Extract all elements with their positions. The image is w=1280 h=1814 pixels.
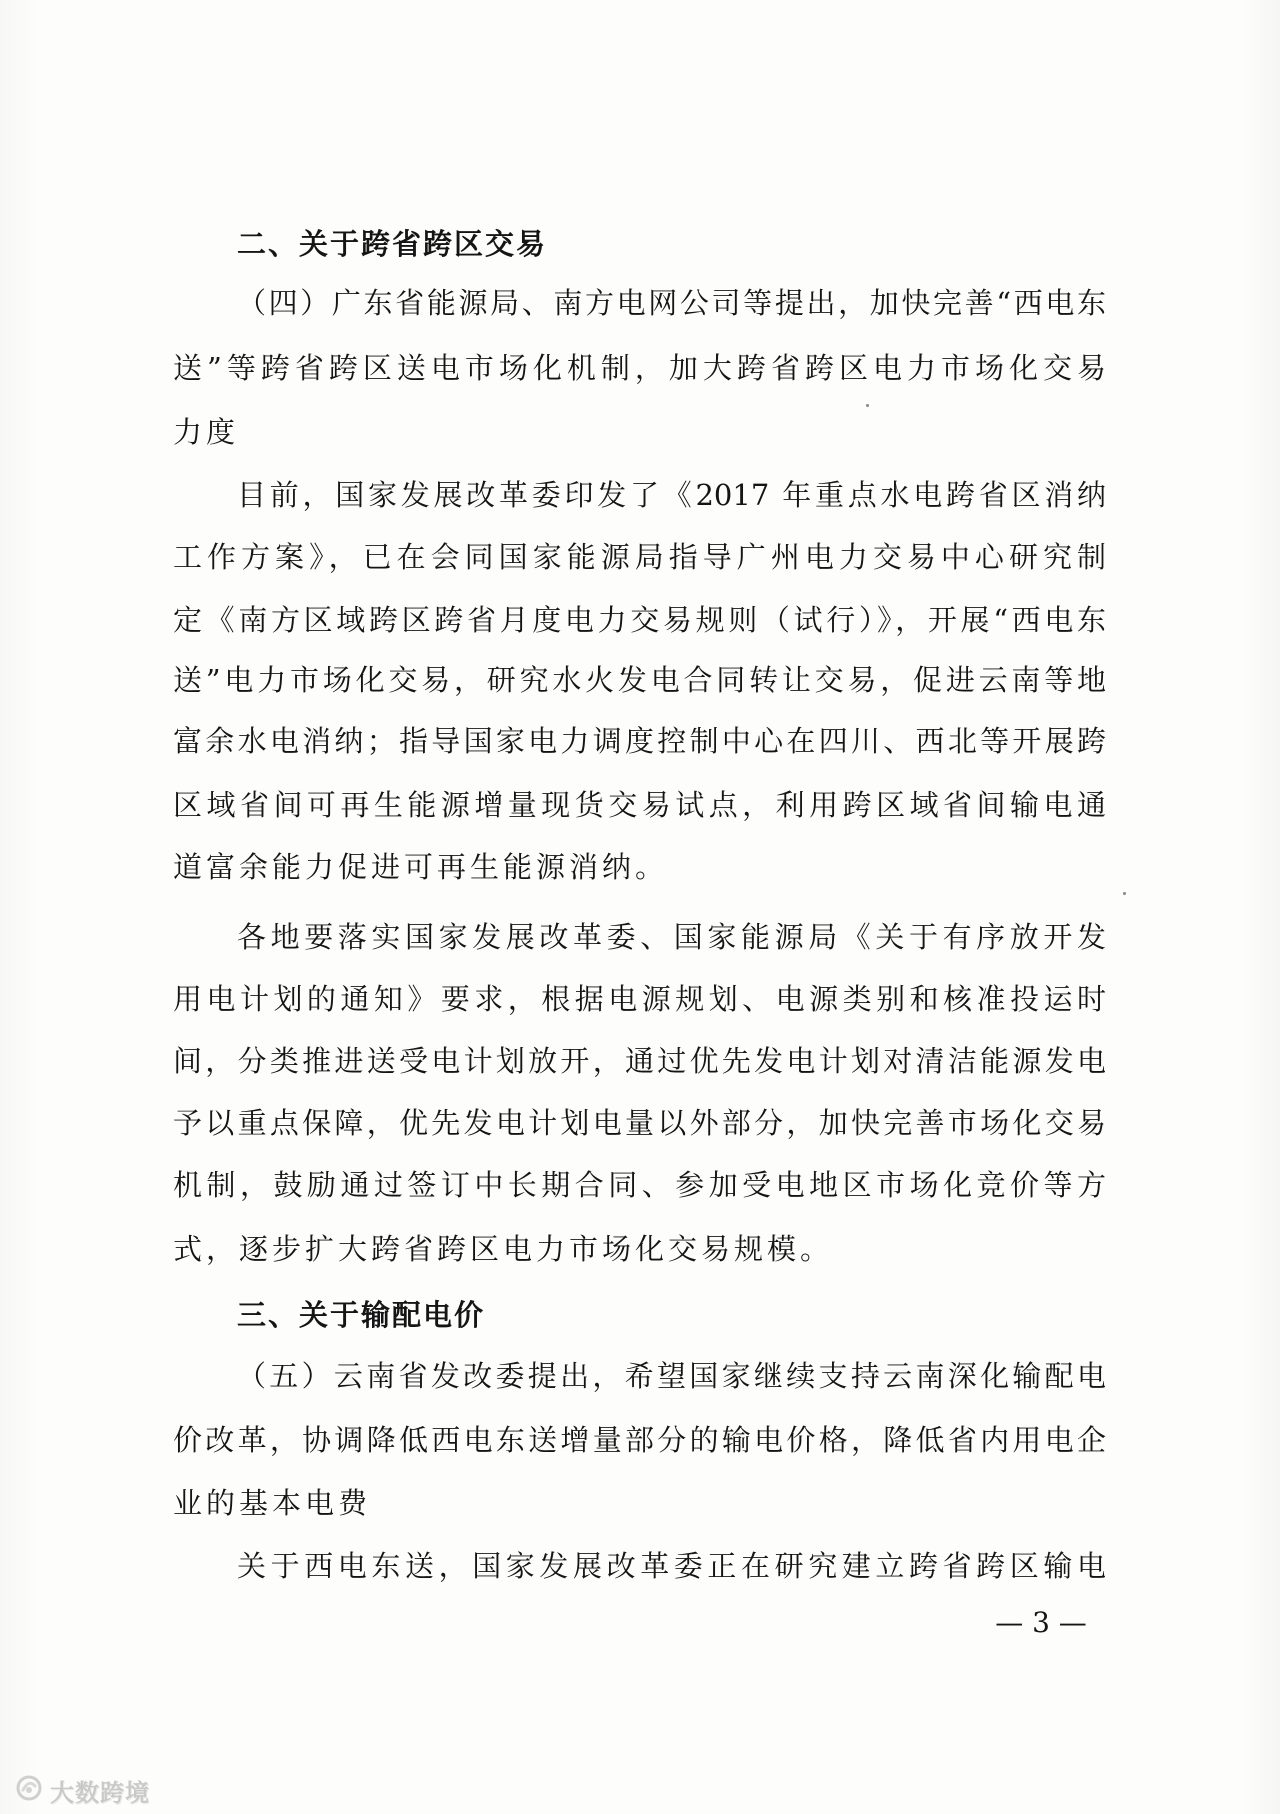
para1-line-6: 区域省间可再生能源增量现货交易试点，利用跨区域省间输电通 [173,788,1106,822]
watermark [14,1772,150,1808]
scan-speck [866,404,869,407]
item4-title-line-1: （四）广东省能源局、南方电网公司等提出，加快完善“西电东 [237,286,1106,320]
section-heading-2: 二、关于跨省跨区交易 [237,227,548,261]
para1-line-7: 道富余能力促进可再生能源消纳。 [173,850,669,884]
item5-title-line-2: 价改革，协调降低西电东送增量部分的输电价格，降低省内用电企 [173,1423,1106,1457]
item4-title-line-2: 送”等跨省跨区送电市场化机制，加大跨省跨区电力市场化交易 [173,351,1106,385]
para3-line-1: 关于西电东送，国家发展改革委正在研究建立跨省跨区输电 [237,1549,1106,1583]
scan-speck [1123,892,1126,895]
watermark-logo-icon [14,1773,44,1807]
para2-line-6: 式，逐步扩大跨省跨区电力市场化交易规模。 [173,1232,834,1266]
para2-line-4: 予以重点保障，优先发电计划电量以外部分，加快完善市场化交易 [173,1106,1106,1140]
para1-line-5: 富余水电消纳；指导国家电力调度控制中心在四川、西北等开展跨 [173,724,1106,758]
para2-line-2: 用电计划的通知》要求，根据电源规划、电源类别和核准投运时 [173,982,1106,1016]
para2-line-5: 机制，鼓励通过签订中长期合同、参加受电地区市场化竞价等方 [173,1168,1106,1202]
item4-title-line-3: 力度 [173,415,240,449]
para1-line-2: 工作方案》，已在会同国家能源局指导广州电力交易中心研究制 [173,540,1106,574]
para2-line-3: 间，分类推进送受电计划放开，通过优先发电计划对清洁能源发电 [173,1044,1106,1078]
para1-line-3: 定《南方区域跨区跨省月度电力交易规则（试行）》，开展“西电东 [173,603,1106,637]
watermark-text: 大数跨境 [50,1778,150,1807]
page-number: — 3 — [995,1606,1087,1639]
para1-line-4: 送”电力市场化交易，研究水火发电合同转让交易，促进云南等地 [173,663,1106,697]
item5-title-line-3: 业的基本电费 [173,1486,372,1520]
item5-title-line-1: （五）云南省发改委提出，希望国家继续支持云南深化输配电 [237,1359,1106,1393]
section-heading-3: 三、关于输配电价 [237,1298,486,1332]
para2-line-1: 各地要落实国家发展改革委、国家能源局《关于有序放开发 [237,920,1106,954]
para1-line-1: 目前，国家发展改革委印发了《2017 年重点水电跨省区消纳 [237,478,1106,512]
